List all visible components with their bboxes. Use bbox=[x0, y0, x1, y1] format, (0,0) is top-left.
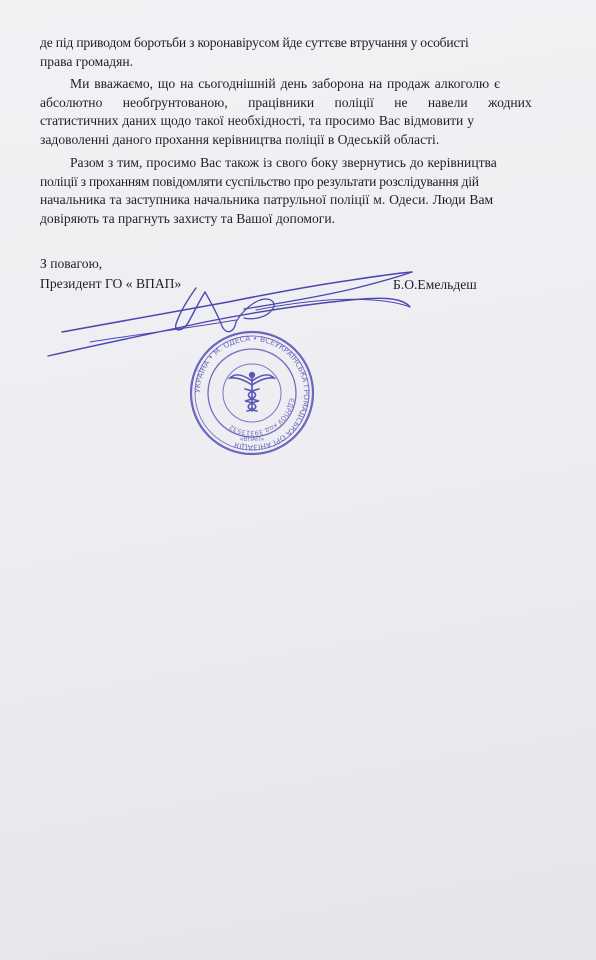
text-line: де під приводом боротьби з коронавірусом йде суттєве втручання у особисті bbox=[40, 35, 469, 50]
closing-text: З повагою, bbox=[40, 256, 103, 271]
signer-position: Президент ГО « ВПАП» bbox=[40, 276, 182, 291]
text-line: довіряють та прагнуть захисту та Вашої допомоги. bbox=[40, 210, 336, 226]
stamp-inner-text: «ВПАП» bbox=[239, 436, 265, 443]
text-line: абсолютно необґрунтованою, працівники поліції не навели жодних bbox=[40, 94, 532, 110]
text-line: задоволенні даного прохання керівництва поліції в Одеській області. bbox=[40, 131, 440, 147]
text-line: статистичних даних щодо такої необхідності, та просимо Вас відмовити у bbox=[40, 113, 475, 129]
text-line: Разом з тим, просимо Вас також із свого боку звернутись до керівництва bbox=[70, 155, 497, 170]
caduceus-icon bbox=[230, 373, 274, 411]
signer-name: Б.О.Емельдеш bbox=[393, 277, 477, 292]
stamp-ring-text: УКРАЇНА • М. ОДЕСА • ВСЕУКРАЇНСЬКА ГРОМАДСЬКА ОРГАНІЗАЦІЯ bbox=[192, 333, 312, 453]
text-line: Ми вважаємо, що на сьогоднішній день заборона на продаж алкоголю є bbox=[70, 76, 500, 91]
stamp-code-text: ЄДРПОУ код 39313532 bbox=[227, 397, 296, 438]
organization-stamp bbox=[191, 332, 313, 454]
text-line: права громадян. bbox=[40, 53, 134, 69]
text-line: поліції з проханням повідомляти суспільство про результати розслідування дій bbox=[40, 173, 479, 189]
text-line: начальника та заступника начальника патрульної поліції м. Одеси. Люди Вам bbox=[40, 192, 494, 208]
